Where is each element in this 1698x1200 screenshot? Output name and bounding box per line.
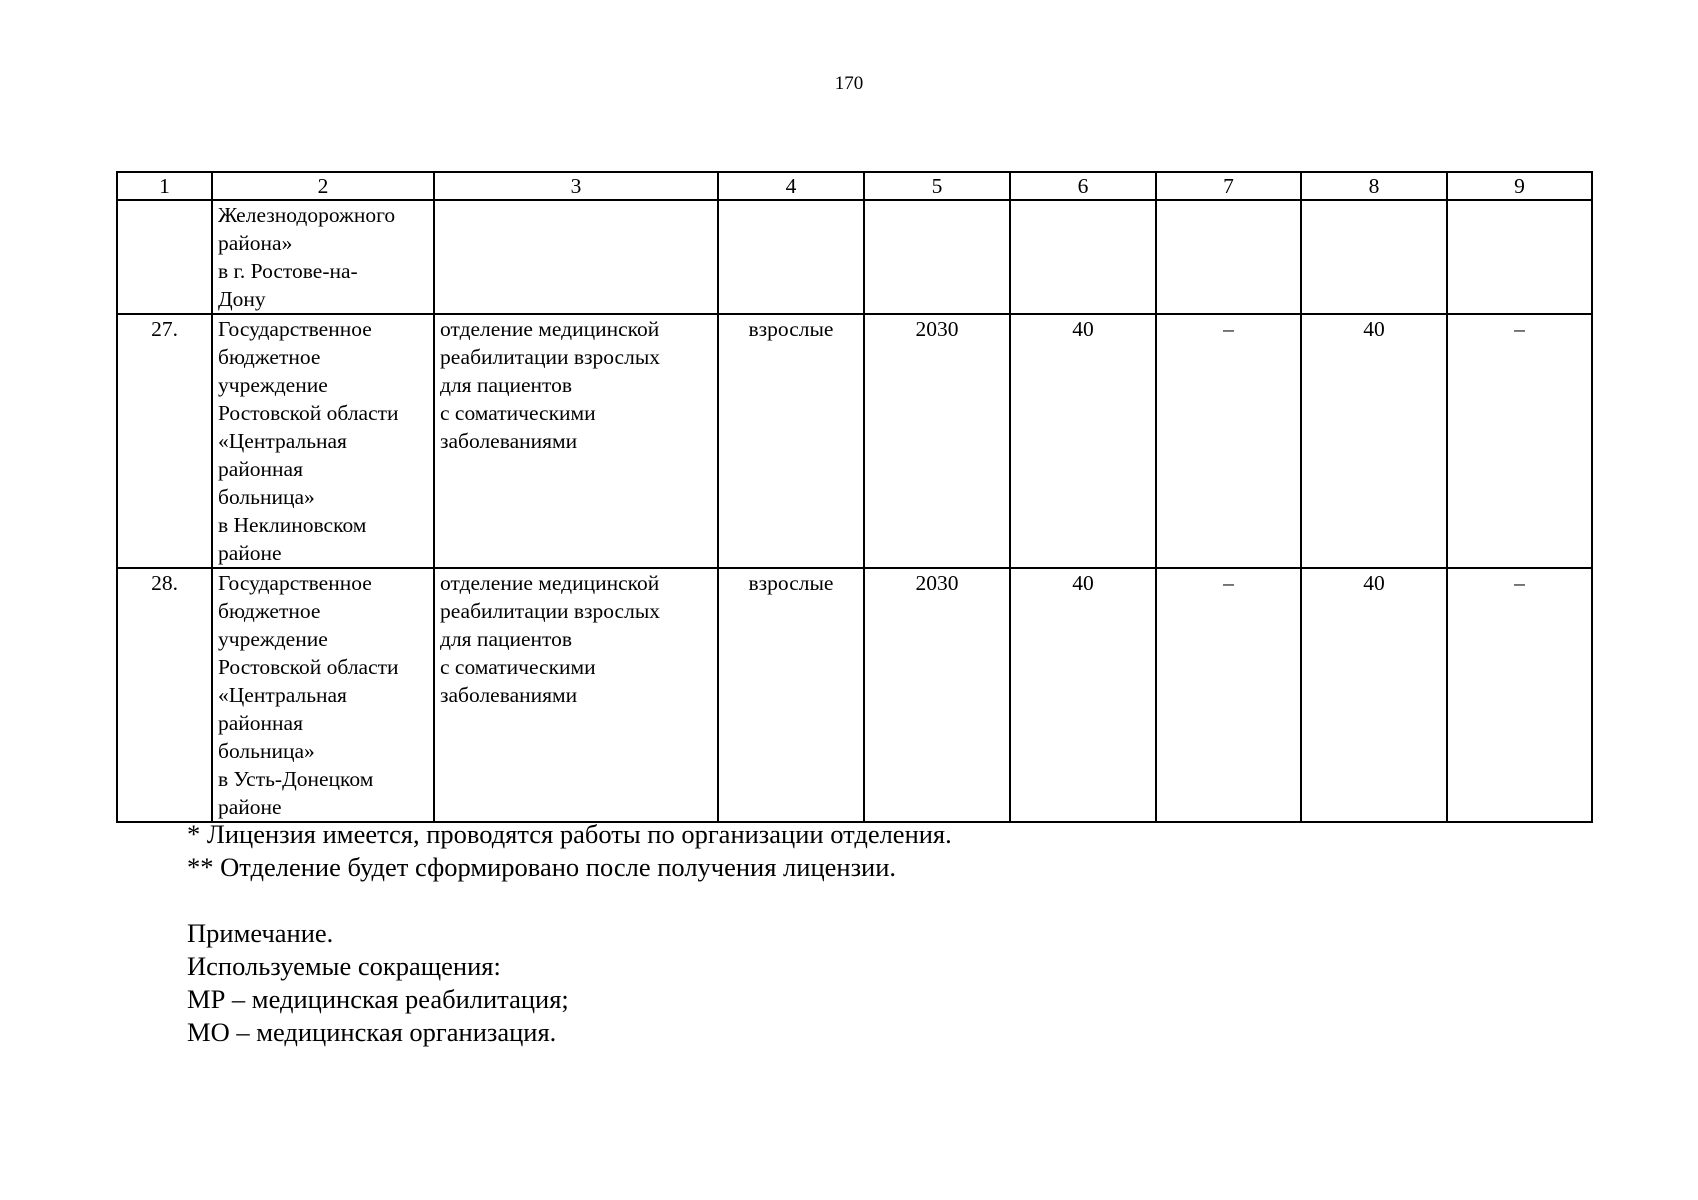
department-line: для пациентов: [440, 627, 573, 651]
column-header: 4: [718, 172, 864, 200]
institution-cell: [212, 200, 434, 314]
col9-cell: –: [1447, 568, 1592, 822]
department-line: для пациентов: [440, 373, 573, 397]
row-number: 27.: [117, 314, 212, 568]
category-cell: взрослые: [718, 314, 864, 568]
institution-line: Дону: [218, 287, 266, 311]
institution-line: районная: [218, 457, 303, 481]
table-row: [117, 200, 1592, 314]
col9-cell: [1447, 200, 1592, 314]
col6-cell: 40: [1010, 314, 1156, 568]
institution-line: Государственное: [218, 317, 372, 341]
institution-line: Железнодорожного: [218, 203, 396, 227]
rehabilitation-table: [116, 171, 1593, 823]
institution-line: районе: [218, 541, 282, 565]
institution-cell: [212, 568, 434, 822]
col7-cell: –: [1156, 314, 1301, 568]
institution-line: бюджетное: [218, 345, 321, 369]
row-number: [117, 200, 212, 314]
column-header: 6: [1010, 172, 1156, 200]
department-cell: [434, 314, 718, 568]
col7-cell: –: [1156, 568, 1301, 822]
department-cell: [434, 200, 718, 314]
table-header-row: [117, 172, 1592, 200]
abbreviations-title: Используемые сокращения:: [187, 951, 501, 981]
institution-line: Ростовской области: [218, 655, 399, 679]
col6-cell: 40: [1010, 568, 1156, 822]
department-line: реабилитации взрослых: [440, 345, 661, 369]
institution-line: в г. Ростове-на-: [218, 259, 358, 283]
institution-line: «Центральная: [218, 429, 347, 453]
institution-line: Ростовской области: [218, 401, 399, 425]
page-number: 170: [834, 73, 864, 94]
column-header: 2: [212, 172, 434, 200]
category-cell: взрослые: [718, 568, 864, 822]
institution-line: учреждение: [218, 627, 328, 651]
column-header: 9: [1447, 172, 1592, 200]
column-header: 1: [117, 172, 212, 200]
col8-cell: 40: [1301, 568, 1447, 822]
institution-line: районе: [218, 795, 282, 819]
department-line: отделение медицинской: [440, 571, 660, 595]
table-row: [117, 568, 1592, 822]
footnote-after-license: ** Отделение будет сформировано после получения лицензии.: [187, 852, 897, 882]
category-cell: [718, 200, 864, 314]
institution-line: больница»: [218, 485, 315, 509]
institution-line: районная: [218, 711, 303, 735]
col8-cell: [1301, 200, 1447, 314]
col6-cell: [1010, 200, 1156, 314]
year-cell: 2030: [864, 314, 1010, 568]
col9-cell: –: [1447, 314, 1592, 568]
note-title: Примечание.: [187, 918, 334, 948]
col8-cell: 40: [1301, 314, 1447, 568]
department-line: с соматическими: [440, 655, 596, 679]
footnotes: [187, 818, 952, 1049]
abbreviation-mo: МО – медицинская организация.: [187, 1017, 557, 1047]
year-cell: [864, 200, 1010, 314]
department-line: заболеваниями: [440, 429, 578, 453]
footnote-license-present: * Лицензия имеется, проводятся работы по организации отделения.: [187, 819, 952, 849]
institution-line: Государственное: [218, 571, 372, 595]
institution-line: учреждение: [218, 373, 328, 397]
institution-cell: [212, 314, 434, 568]
column-header: 3: [434, 172, 718, 200]
department-line: реабилитации взрослых: [440, 599, 661, 623]
institution-line: в Усть-Донецком: [218, 767, 374, 791]
institution-line: «Центральная: [218, 683, 347, 707]
row-number: 28.: [117, 568, 212, 822]
abbreviation-mr: МР – медицинская реабилитация;: [187, 984, 569, 1014]
institution-line: в Неклиновском: [218, 513, 367, 537]
column-header: 7: [1156, 172, 1301, 200]
institution-line: района»: [218, 231, 293, 255]
department-line: заболеваниями: [440, 683, 578, 707]
column-header: 5: [864, 172, 1010, 200]
institution-line: больница»: [218, 739, 315, 763]
col7-cell: [1156, 200, 1301, 314]
department-line: отделение медицинской: [440, 317, 660, 341]
department-cell: [434, 568, 718, 822]
table-row: [117, 314, 1592, 568]
year-cell: 2030: [864, 568, 1010, 822]
department-line: с соматическими: [440, 401, 596, 425]
paragraph-gap: [187, 884, 952, 917]
column-header: 8: [1301, 172, 1447, 200]
institution-line: бюджетное: [218, 599, 321, 623]
